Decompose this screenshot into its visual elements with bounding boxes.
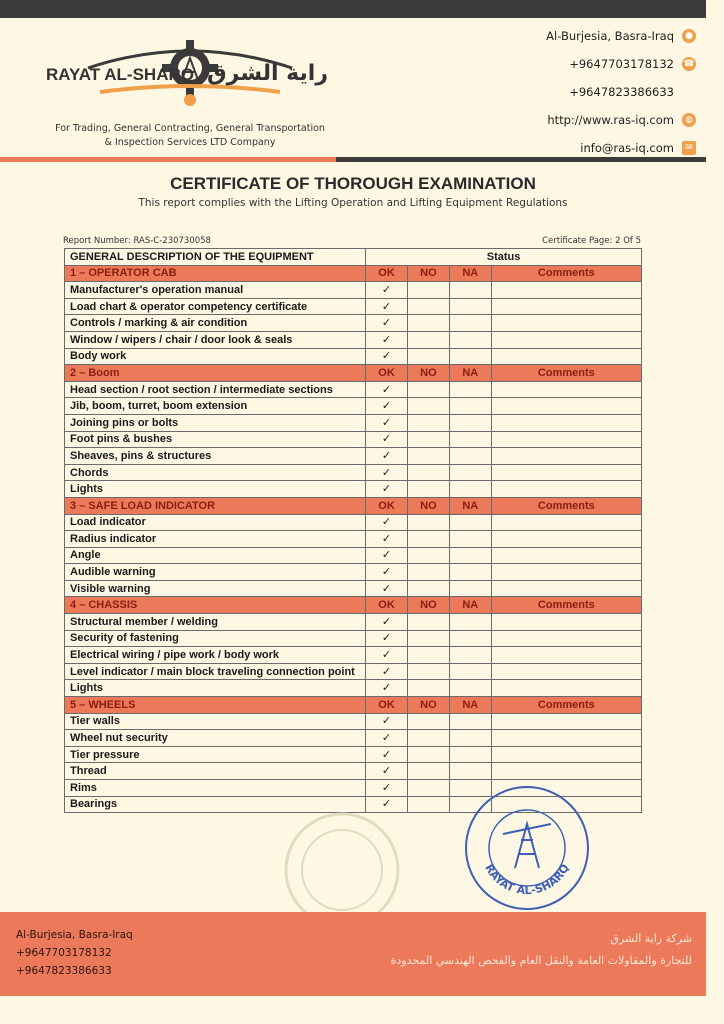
- comments-cell: [491, 763, 641, 780]
- ok-check: ✓: [366, 580, 408, 597]
- no-cell: [407, 282, 449, 299]
- no-cell: [407, 481, 449, 498]
- header-top-bar: [0, 0, 706, 18]
- na-cell: [449, 564, 491, 581]
- logo-text-ar: راية الشرق: [206, 61, 328, 86]
- col-ok-header: OK: [366, 365, 408, 382]
- ok-check: ✓: [366, 514, 408, 531]
- col-comments-header: Comments: [491, 265, 641, 282]
- ok-check: ✓: [366, 746, 408, 763]
- ok-check: ✓: [366, 414, 408, 431]
- section-header-row: [65, 597, 642, 614]
- col-no-header: NO: [407, 497, 449, 514]
- comments-cell: [491, 531, 641, 548]
- comments-cell: [491, 713, 641, 730]
- na-cell: [449, 746, 491, 763]
- col-comments-header: Comments: [491, 365, 641, 382]
- no-cell: [407, 763, 449, 780]
- general-description-header: GENERAL DESCRIPTION OF THE EQUIPMENT: [65, 249, 366, 266]
- no-cell: [407, 398, 449, 415]
- table-row: [65, 514, 642, 531]
- item-label: Visible warning: [65, 580, 366, 597]
- col-ok-header: OK: [366, 697, 408, 714]
- comments-cell: [491, 331, 641, 348]
- ok-check: ✓: [366, 481, 408, 498]
- item-label: Electrical wiring / pipe work / body work: [65, 647, 366, 664]
- na-cell: [449, 414, 491, 431]
- comments-cell: [491, 547, 641, 564]
- na-cell: [449, 713, 491, 730]
- col-ok-header: OK: [366, 497, 408, 514]
- table-row: [65, 746, 642, 763]
- na-cell: [449, 398, 491, 415]
- item-label: Structural member / welding: [65, 614, 366, 631]
- item-label: Tier walls: [65, 713, 366, 730]
- no-cell: [407, 331, 449, 348]
- certificate-subtitle: This report complies with the Lifting Operation and Lifting Equipment Regulations: [138, 197, 568, 209]
- item-label: Chords: [65, 464, 366, 481]
- item-label: Thread: [65, 763, 366, 780]
- ok-check: ✓: [366, 780, 408, 797]
- ok-check: ✓: [366, 398, 408, 415]
- section-title: 1 – OPERATOR CAB: [65, 265, 366, 282]
- section-header-row: [65, 265, 642, 282]
- no-cell: [407, 547, 449, 564]
- ok-check: ✓: [366, 713, 408, 730]
- spacer-icon: [682, 85, 696, 99]
- table-row: [65, 348, 642, 365]
- comments-cell: [491, 481, 641, 498]
- no-cell: [407, 730, 449, 747]
- col-na-header: NA: [449, 697, 491, 714]
- report-meta: [63, 236, 641, 246]
- table-row: [65, 448, 642, 465]
- certificate-title: CERTIFICATE OF THOROUGH EXAMINATION: [170, 174, 536, 193]
- table-row: [65, 531, 642, 548]
- ok-check: ✓: [366, 282, 408, 299]
- ok-check: ✓: [366, 796, 408, 813]
- na-cell: [449, 614, 491, 631]
- col-ok-header: OK: [366, 265, 408, 282]
- na-cell: [449, 348, 491, 365]
- section-title: 5 – WHEELS: [65, 697, 366, 714]
- col-comments-header: Comments: [491, 497, 641, 514]
- na-cell: [449, 580, 491, 597]
- item-label: Wheel nut security: [65, 730, 366, 747]
- comments-cell: [491, 398, 641, 415]
- na-cell: [449, 680, 491, 697]
- table-row: [65, 564, 642, 581]
- contact-phone-2-text: +9647823386633: [569, 85, 674, 99]
- header-rule-orange: [0, 157, 336, 162]
- col-na-header: NA: [449, 597, 491, 614]
- phone-icon: ☎: [683, 59, 695, 69]
- no-cell: [407, 780, 449, 797]
- comments-cell: [491, 680, 641, 697]
- contact-address-text: Al-Burjesia, Basra-Iraq: [546, 29, 674, 43]
- section-header-row: [65, 697, 642, 714]
- comments-cell: [491, 381, 641, 398]
- table-row: [65, 713, 642, 730]
- footer-company-ar: شركة راية الشرق: [610, 932, 692, 945]
- section-title: 3 – SAFE LOAD INDICATOR: [65, 497, 366, 514]
- item-label: Bearings: [65, 796, 366, 813]
- footer-arabic: [391, 928, 692, 972]
- comments-cell: [491, 431, 641, 448]
- na-cell: [449, 381, 491, 398]
- item-label: Lights: [65, 680, 366, 697]
- ok-check: ✓: [366, 647, 408, 664]
- no-cell: [407, 414, 449, 431]
- na-cell: [449, 481, 491, 498]
- no-cell: [407, 348, 449, 365]
- na-cell: [449, 315, 491, 332]
- table-row: [65, 663, 642, 680]
- ok-check: ✓: [366, 331, 408, 348]
- no-cell: [407, 647, 449, 664]
- table-row: [65, 431, 642, 448]
- no-cell: [407, 531, 449, 548]
- certificate-page: Certificate Page: 2 Of 5: [542, 236, 641, 246]
- item-label: Jib, boom, turret, boom extension: [65, 398, 366, 415]
- comments-cell: [491, 564, 641, 581]
- no-cell: [407, 796, 449, 813]
- footer-services-ar: للتجارة والمقاولات العامة والنقل العام والفحص الهندسي المحدودة: [390, 954, 692, 967]
- table-row: [65, 763, 642, 780]
- table-row: [65, 331, 642, 348]
- ok-check: ✓: [366, 630, 408, 647]
- comments-cell: [491, 348, 641, 365]
- svg-text:RAYAT AL-SHARQ: [482, 862, 572, 897]
- col-na-header: NA: [449, 265, 491, 282]
- col-ok-header: OK: [366, 597, 408, 614]
- col-no-header: NO: [407, 365, 449, 382]
- table-row: [65, 647, 642, 664]
- table-row: [65, 481, 642, 498]
- ok-check: ✓: [366, 730, 408, 747]
- table-row: [65, 381, 642, 398]
- table-row: [65, 547, 642, 564]
- comments-cell: [491, 614, 641, 631]
- tagline-line-2: & Inspection Services LTD Company: [104, 137, 276, 148]
- contact-phone-2: [436, 78, 696, 106]
- comments-cell: [491, 315, 641, 332]
- no-cell: [407, 663, 449, 680]
- tagline-line-1: For Trading, General Contracting, General Transportation: [55, 123, 325, 134]
- item-label: Tier pressure: [65, 746, 366, 763]
- section-header-row: [65, 497, 642, 514]
- na-cell: [449, 431, 491, 448]
- no-cell: [407, 315, 449, 332]
- comments-cell: [491, 298, 641, 315]
- footer-band: [0, 912, 706, 996]
- na-cell: [449, 514, 491, 531]
- section-header-row: [65, 365, 642, 382]
- na-cell: [449, 630, 491, 647]
- col-comments-header: Comments: [491, 597, 641, 614]
- comments-cell: [491, 746, 641, 763]
- envelope-icon: ✉: [682, 141, 696, 155]
- col-na-header: NA: [449, 497, 491, 514]
- contact-block: [436, 22, 696, 162]
- section-title: 4 – CHASSIS: [65, 597, 366, 614]
- na-cell: [449, 464, 491, 481]
- item-label: Radius indicator: [65, 531, 366, 548]
- report-number: Report Number: RAS-C-230730058: [63, 236, 211, 246]
- na-cell: [449, 763, 491, 780]
- na-cell: [449, 448, 491, 465]
- item-label: Audible warning: [65, 564, 366, 581]
- table-row: [65, 315, 642, 332]
- ok-check: ✓: [366, 531, 408, 548]
- item-label: Joining pins or bolts: [65, 414, 366, 431]
- company-stamp: [463, 784, 591, 912]
- footer-phone-2: +9647823386633: [16, 965, 112, 977]
- contact-phone-1: [436, 50, 696, 78]
- comments-cell: [491, 448, 641, 465]
- footer-address: Al-Burjesia, Basra-Iraq: [16, 929, 133, 941]
- no-cell: [407, 564, 449, 581]
- location-pin-icon: ●: [682, 29, 696, 43]
- table-row: [65, 298, 642, 315]
- ok-check: ✓: [366, 448, 408, 465]
- globe-icon: ◍: [682, 113, 696, 127]
- ok-check: ✓: [366, 614, 408, 631]
- table-row: [65, 398, 642, 415]
- col-na-header: NA: [449, 365, 491, 382]
- ok-check: ✓: [366, 464, 408, 481]
- ok-check: ✓: [366, 298, 408, 315]
- stamp-text: RAYAT AL-SHARQ: [482, 861, 572, 898]
- comments-cell: [491, 663, 641, 680]
- col-no-header: NO: [407, 697, 449, 714]
- na-cell: [449, 547, 491, 564]
- col-no-header: NO: [407, 597, 449, 614]
- company-logo: [40, 28, 340, 120]
- table-row: [65, 730, 642, 747]
- logo-text-en: RAYAT AL-SHARQ: [46, 65, 194, 84]
- company-tagline: [30, 122, 350, 150]
- comments-cell: [491, 414, 641, 431]
- col-comments-header: Comments: [491, 697, 641, 714]
- footer-contact: [16, 926, 133, 980]
- item-label: Load chart & operator competency certificate: [65, 298, 366, 315]
- no-cell: [407, 713, 449, 730]
- table-row: [65, 630, 642, 647]
- na-cell: [449, 298, 491, 315]
- examination-table: [64, 248, 642, 813]
- no-cell: [407, 381, 449, 398]
- item-label: Body work: [65, 348, 366, 365]
- item-label: Controls / marking & air condition: [65, 315, 366, 332]
- comments-cell: [491, 647, 641, 664]
- ok-check: ✓: [366, 315, 408, 332]
- ok-check: ✓: [366, 547, 408, 564]
- table-row: [65, 614, 642, 631]
- no-cell: [407, 431, 449, 448]
- contact-phone-1-text: +9647703178132: [569, 57, 674, 71]
- comments-cell: [491, 464, 641, 481]
- na-cell: [449, 647, 491, 664]
- no-cell: [407, 514, 449, 531]
- comments-cell: [491, 282, 641, 299]
- item-label: Foot pins & bushes: [65, 431, 366, 448]
- no-cell: [407, 680, 449, 697]
- comments-cell: [491, 580, 641, 597]
- table-row: [65, 680, 642, 697]
- na-cell: [449, 730, 491, 747]
- no-cell: [407, 448, 449, 465]
- ok-check: ✓: [366, 680, 408, 697]
- item-label: Security of fastening: [65, 630, 366, 647]
- contact-website: [436, 106, 696, 134]
- item-label: Lights: [65, 481, 366, 498]
- na-cell: [449, 531, 491, 548]
- no-cell: [407, 614, 449, 631]
- item-label: Rims: [65, 780, 366, 797]
- na-cell: [449, 282, 491, 299]
- table-row: [65, 580, 642, 597]
- ok-check: ✓: [366, 381, 408, 398]
- comments-cell: [491, 730, 641, 747]
- item-label: Angle: [65, 547, 366, 564]
- ok-check: ✓: [366, 564, 408, 581]
- no-cell: [407, 630, 449, 647]
- no-cell: [407, 746, 449, 763]
- comments-cell: [491, 514, 641, 531]
- item-label: Sheaves, pins & structures: [65, 448, 366, 465]
- contact-address: [436, 22, 696, 50]
- table-row: [65, 464, 642, 481]
- table-header-row: [65, 249, 642, 266]
- no-cell: [407, 580, 449, 597]
- col-no-header: NO: [407, 265, 449, 282]
- status-header: Status: [366, 249, 642, 266]
- header-rule-dark: [336, 157, 706, 162]
- table-row: [65, 414, 642, 431]
- na-cell: [449, 663, 491, 680]
- item-label: Head section / root section / intermediate sections: [65, 381, 366, 398]
- no-cell: [407, 298, 449, 315]
- item-label: Load indicator: [65, 514, 366, 531]
- no-cell: [407, 464, 449, 481]
- item-label: Manufacturer's operation manual: [65, 282, 366, 299]
- ok-check: ✓: [366, 431, 408, 448]
- comments-cell: [491, 630, 641, 647]
- table-row: [65, 282, 642, 299]
- footer-phone-1: +9647703178132: [16, 947, 112, 959]
- contact-email-text[interactable]: info@ras-iq.com: [580, 141, 674, 155]
- ok-check: ✓: [366, 348, 408, 365]
- item-label: Level indicator / main block traveling connection point: [65, 663, 366, 680]
- contact-website-text[interactable]: http://www.ras-iq.com: [547, 113, 674, 127]
- section-title: 2 – Boom: [65, 365, 366, 382]
- ok-check: ✓: [366, 663, 408, 680]
- item-label: Window / wipers / chair / door look & seals: [65, 331, 366, 348]
- na-cell: [449, 331, 491, 348]
- ok-check: ✓: [366, 763, 408, 780]
